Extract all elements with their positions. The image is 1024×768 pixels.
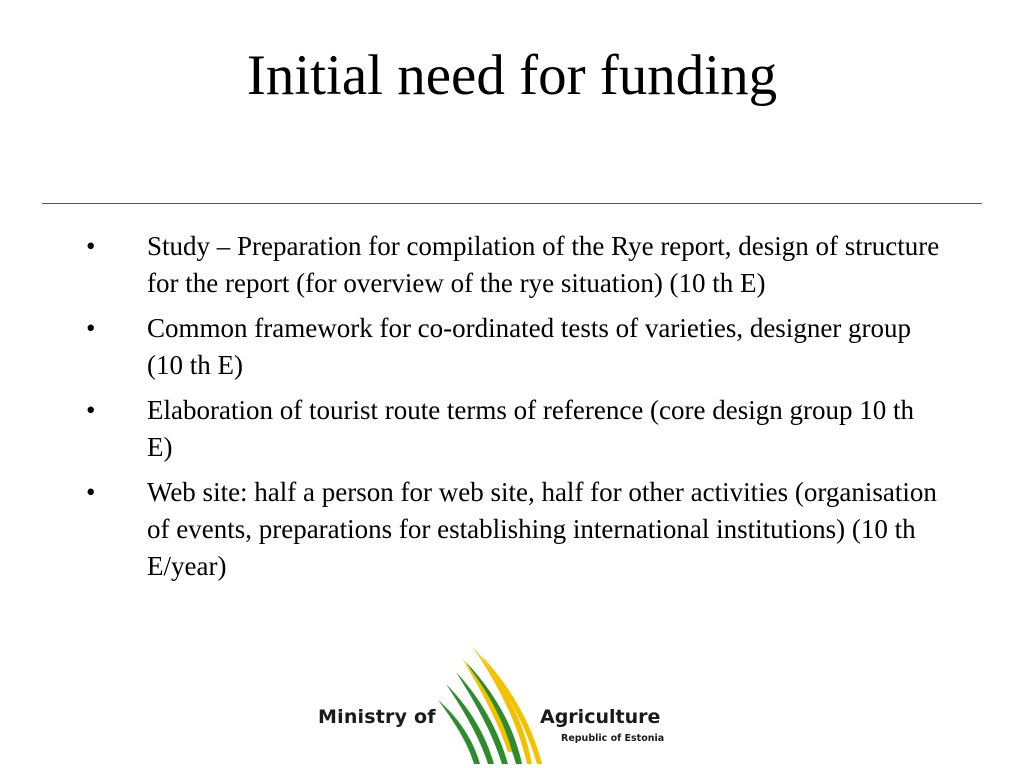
- bullet-dot: •: [86, 395, 96, 425]
- bullet-text: Elaboration of tourist route terms of reference (core design group 10 th E): [147, 395, 914, 462]
- logo-subtext: Republic of Estonia: [561, 733, 665, 744]
- bullet-item: [86, 392, 946, 466]
- bullet-text: Common framework for co-ordinated tests of varieties, designer group (10 th E): [147, 313, 912, 380]
- bullet-item: [86, 474, 946, 585]
- bullet-dot: •: [86, 313, 96, 343]
- bullet-dot: •: [86, 231, 96, 261]
- logo-text-agriculture: Agriculture: [540, 706, 661, 728]
- bullet-item: [86, 228, 946, 302]
- bullet-text: Study – Preparation for compilation of the Rye report, design of structure for the report (for overview of the rye situation) (10 th E): [147, 231, 940, 298]
- logo-text-ministry: Ministry of: [318, 706, 436, 728]
- rye-stalks-icon: [436, 644, 546, 764]
- bullet-list: [86, 228, 946, 593]
- bullet-text: Web site: half a person for web site, half for other activities (organisation of events, preparations for establishing international institutions) (10 th E/year): [147, 477, 937, 581]
- bullet-dot: •: [86, 477, 96, 507]
- title-divider: [42, 203, 982, 204]
- bullet-item: [86, 310, 946, 384]
- ministry-logo: [318, 644, 680, 764]
- slide-title: Initial need for funding: [246, 44, 778, 107]
